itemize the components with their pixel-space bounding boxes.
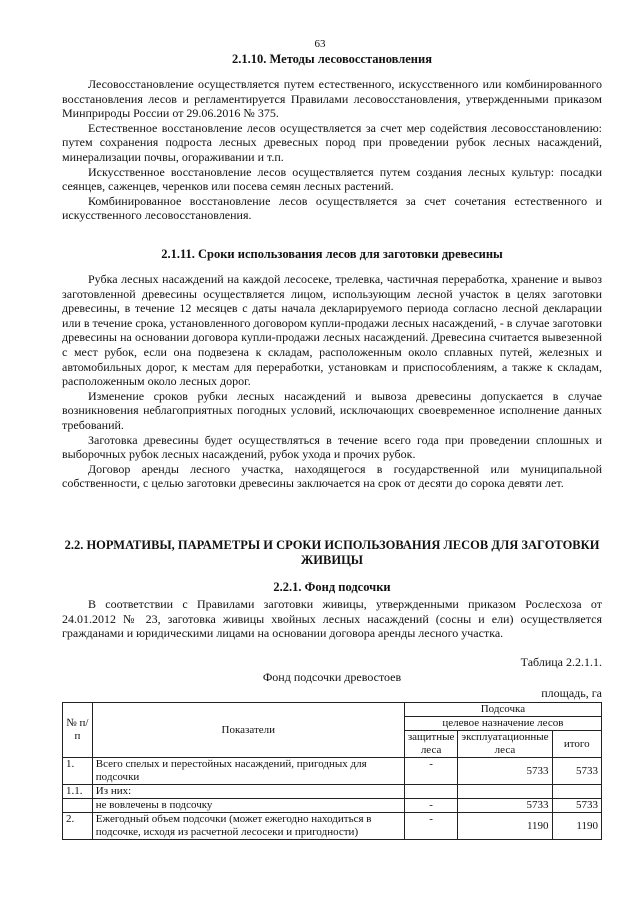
row-total: 1190 xyxy=(552,813,601,840)
table-label: Таблица 2.2.1.1. xyxy=(520,655,602,669)
row-total xyxy=(552,785,601,799)
table-row xyxy=(63,785,602,799)
table-row xyxy=(63,799,602,813)
header-operational: эксплуатационные леса xyxy=(458,731,552,758)
row-indicator: Всего спелых и перестойных насаждений, пригодных для подсочки xyxy=(92,758,404,785)
paragraph: Естественное восстановление лесов осуществляется за счет мер содействия лесовосстановлению: путем сохранения подроста лесных древесных пород при проведении рубок лесных насаждений, минерализации почвы, огораживании и т.п. xyxy=(62,120,602,164)
row-indicator: не вовлечены в подсочку xyxy=(92,799,404,813)
tapping-fund-table xyxy=(62,702,602,840)
row-num xyxy=(63,799,93,813)
row-protective: - xyxy=(404,799,458,813)
row-total: 5733 xyxy=(552,758,601,785)
row-operational xyxy=(458,785,552,799)
header-indicators: Показатели xyxy=(92,703,404,758)
section-2-1-10-body xyxy=(62,77,602,223)
row-operational: 5733 xyxy=(458,758,552,785)
table-row xyxy=(63,813,602,840)
paragraph: Рубка лесных насаждений на каждой лесосеке, трелевка, частичная переработка, хранение и вывоз заготовленной древесины осуществляется лицом, использующим лесной участок в целях заготовки древесины, в течение 12 месяцев с даты начала декларируемого периода согласно лесной декларации или в течение срока, установленного договором купли-продажи лесных насаждений, - в случае заготовки древесины на основании договора купли-продажи лесных насаждений. Древесина считается вывезенной с мест рубок, если она подвезена к складам, расположенным около сплавных путей, железных и автомобильных дорог, к местам для переработки, установкам и приспособлениям, а также к складам, расположенным около лесных дорог. xyxy=(62,272,602,389)
row-num: 1. xyxy=(63,758,93,785)
header-purpose: целевое назначение лесов xyxy=(404,717,601,731)
row-num: 1.1. xyxy=(63,785,93,799)
row-total: 5733 xyxy=(552,799,601,813)
header-tapping: Подсочка xyxy=(404,703,601,717)
table-units: площадь, га xyxy=(541,686,602,700)
table-caption: Фонд подсочки древостоев xyxy=(262,670,402,684)
section-2-1-11-body xyxy=(62,272,602,491)
row-indicator: Из них: xyxy=(92,785,404,799)
section-2-2-1-title: 2.2.1. Фонд подсочки xyxy=(273,580,391,594)
page-number: 63 xyxy=(314,38,326,50)
row-protective: - xyxy=(404,758,458,785)
paragraph: Договор аренды лесного участка, находящегося в государственной или муниципальной собственности, с целью заготовки древесины заключается на срок от десяти до сорока девяти лет. xyxy=(62,461,602,491)
row-operational: 1190 xyxy=(458,813,552,840)
section-2-2-1-body xyxy=(62,597,602,641)
paragraph: Лесовосстановление осуществляется путем естественного, искусственного или комбинированного восстановления лесов и регламентируется Правилами лесовосстановления, утвержденными приказом Минприроды России от 29.06.2016 № 375. xyxy=(62,77,602,121)
header-total: итого xyxy=(552,731,601,758)
header-protective: защитные леса xyxy=(404,731,458,758)
section-2-1-10-title: 2.1.10. Методы лесовосстановления xyxy=(232,52,432,66)
header-num: № п/п xyxy=(63,703,93,758)
paragraph: В соответствии с Правилами заготовки живицы, утвержденными приказом Рослесхоза от 24.01.2012 № 23, заготовка живицы хвойных лесных насаждений (сосны и ели) осуществляется гражданами и юридическими лицами на основании договора аренды лесного участка. xyxy=(62,597,602,641)
row-num: 2. xyxy=(63,813,93,840)
section-2-2-title: 2.2. НОРМАТИВЫ, ПАРАМЕТРЫ И СРОКИ ИСПОЛЬЗОВАНИЯ ЛЕСОВ ДЛЯ ЗАГОТОВКИ ЖИВИЦЫ xyxy=(64,538,600,567)
row-protective: - xyxy=(404,813,458,840)
paragraph: Искусственное восстановление лесов осуществляется путем создания лесных культур: посадки сеянцев, саженцев, черенков или посева семян лесных растений. xyxy=(62,164,602,194)
paragraph: Изменение сроков рубки лесных насаждений и вывоза древесины допускается в случае возникновения неблагоприятных погодных условий, исключающих своевременное исполнение данных требований. xyxy=(62,388,602,432)
section-2-1-11-title: 2.1.11. Сроки использования лесов для заготовки древесины xyxy=(161,247,503,261)
table-row xyxy=(63,758,602,785)
paragraph: Заготовка древесины будет осуществляться в течение всего года при проведении сплошных и выборочных рубок лесных насаждений, рубок ухода и прочих рубок. xyxy=(62,432,602,462)
paragraph: Комбинированное восстановление лесов осуществляется за счет сочетания естественного и искусственного лесовосстановления. xyxy=(62,193,602,223)
row-operational: 5733 xyxy=(458,799,552,813)
row-protective xyxy=(404,785,458,799)
row-indicator: Ежегодный объем подсочки (может ежегодно находиться в подсочке, исходя из расчетной лесосеки и пригодности) xyxy=(92,813,404,840)
